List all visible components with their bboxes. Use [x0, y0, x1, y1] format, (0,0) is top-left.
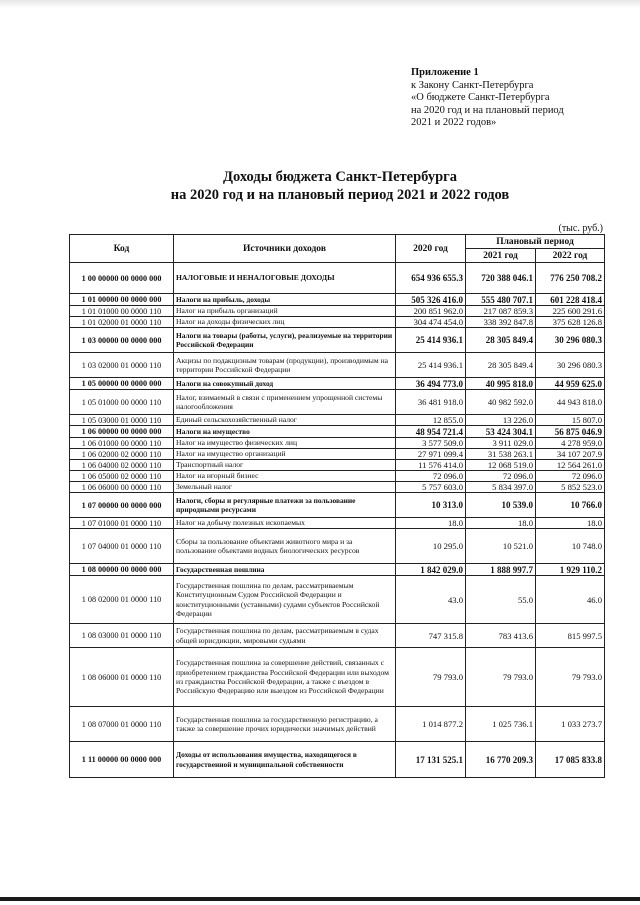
row-code: 1 05 01000 00 0000 110	[70, 390, 174, 415]
row-code: 1 08 00000 00 0000 000	[70, 564, 174, 576]
row-source: Налог на прибыль организаций	[174, 306, 396, 317]
row-value-2022: 10 748.0	[536, 529, 605, 564]
row-value-2020: 505 326 416.0	[396, 294, 466, 306]
row-value-2021: 53 424 304.1	[466, 426, 536, 438]
row-source: Налог на имущество организаций	[174, 449, 396, 460]
row-value-2022: 17 085 833.8	[536, 742, 605, 778]
row-source: Доходы от использования имущества, находящегося в государственной и муниципальной собственности	[174, 742, 396, 778]
row-source: Государственная пошлина по делам, рассматриваемым Конституционным Судом Российской Федерации и конституционными (уставными) судами субъектов Российской Федерации	[174, 576, 396, 624]
table-row	[70, 648, 605, 707]
row-value-2022: 12 564 261.0	[536, 460, 605, 471]
row-value-2022: 815 997.5	[536, 624, 605, 648]
row-code: 1 07 04000 01 0000 110	[70, 529, 174, 564]
row-value-2020: 654 936 655.3	[396, 263, 466, 294]
table-row	[70, 707, 605, 742]
row-code: 1 11 00000 00 0000 000	[70, 742, 174, 778]
row-value-2021: 783 413.6	[466, 624, 536, 648]
row-code: 1 03 02000 01 0000 110	[70, 353, 174, 378]
row-code: 1 08 06000 01 0000 110	[70, 648, 174, 707]
row-code: 1 00 00000 00 0000 000	[70, 263, 174, 294]
header-source: Источники доходов	[174, 235, 396, 263]
row-value-2020: 25 414 936.1	[396, 353, 466, 378]
row-value-2022: 5 852 523.0	[536, 482, 605, 493]
row-value-2022: 375 628 126.8	[536, 317, 605, 328]
table-row	[70, 482, 605, 493]
table-row	[70, 378, 605, 390]
row-source: Налоги, сборы и регулярные платежи за пользование природными ресурсами	[174, 493, 396, 518]
table-row	[70, 624, 605, 648]
row-value-2020: 3 577 509.0	[396, 438, 466, 449]
row-code: 1 08 02000 01 0000 110	[70, 576, 174, 624]
row-value-2022: 776 250 708.2	[536, 263, 605, 294]
row-source: Налог на игорный бизнес	[174, 471, 396, 482]
row-value-2021: 31 538 263.1	[466, 449, 536, 460]
row-code: 1 06 04000 02 0000 110	[70, 460, 174, 471]
row-code: 1 05 03000 01 0000 110	[70, 415, 174, 426]
row-source: Государственная пошлина по делам, рассматриваемым в судах общей юрисдикции, мировыми судьями	[174, 624, 396, 648]
row-value-2021: 13 226.0	[466, 415, 536, 426]
table-row	[70, 493, 605, 518]
row-source: Государственная пошлина за государственную регистрацию, а также за совершение прочих юридически значимых действий	[174, 707, 396, 742]
units-label: (тыс. руб.)	[558, 223, 603, 234]
row-value-2022: 10 766.0	[536, 493, 605, 518]
row-code: 1 07 00000 00 0000 000	[70, 493, 174, 518]
row-value-2020: 72 096.0	[396, 471, 466, 482]
row-value-2020: 10 295.0	[396, 529, 466, 564]
appendix-line: к Закону Санкт-Петербурга	[411, 79, 534, 91]
scan-bottom-edge	[0, 897, 640, 901]
row-code: 1 05 00000 00 0000 000	[70, 378, 174, 390]
row-value-2020: 304 474 454.0	[396, 317, 466, 328]
table-row	[70, 518, 605, 529]
table-row	[70, 449, 605, 460]
row-value-2021: 555 480 707.1	[466, 294, 536, 306]
appendix-heading: Приложение 1	[411, 67, 479, 78]
table-row	[70, 263, 605, 294]
row-source: Единый сельскохозяйственный налог	[174, 415, 396, 426]
table-row	[70, 353, 605, 378]
table-row	[70, 294, 605, 306]
row-value-2021: 1 025 736.1	[466, 707, 536, 742]
row-value-2021: 720 388 046.1	[466, 263, 536, 294]
row-source: Государственная пошлина за совершение действий, связанных с приобретением гражданства Российской Федерации или выходом из гражданства Российской Федерации, а также с въездом в Российскую Федерацию или выездом из Российской Федерации	[174, 648, 396, 707]
appendix-line: на 2020 год и на плановый период	[411, 104, 564, 116]
row-value-2021: 16 770 209.3	[466, 742, 536, 778]
row-value-2021: 79 793.0	[466, 648, 536, 707]
title-line-2: на 2020 год и на плановый период 2021 и 2022 годов	[170, 187, 510, 203]
scan-top-edge	[0, 0, 640, 8]
row-value-2021: 338 392 847.8	[466, 317, 536, 328]
row-code: 1 06 05000 02 0000 110	[70, 471, 174, 482]
row-code: 1 08 07000 01 0000 110	[70, 707, 174, 742]
row-source: Сборы за пользование объектами животного мира и за пользование объектами водных биологических ресурсов	[174, 529, 396, 564]
document-title	[60, 168, 620, 204]
row-source: НАЛОГОВЫЕ И НЕНАЛОГОВЫЕ ДОХОДЫ	[174, 263, 396, 294]
row-source: Транспортный налог	[174, 460, 396, 471]
table-row	[70, 306, 605, 317]
header-2022: 2022 год	[536, 249, 605, 263]
row-value-2021: 5 834 397.0	[466, 482, 536, 493]
row-value-2020: 747 315.8	[396, 624, 466, 648]
row-value-2022: 72 096.0	[536, 471, 605, 482]
row-value-2021: 10 539.0	[466, 493, 536, 518]
header-2021: 2021 год	[466, 249, 536, 263]
row-value-2021: 40 995 818.0	[466, 378, 536, 390]
row-value-2020: 10 313.0	[396, 493, 466, 518]
row-source: Налоги на товары (работы, услуги), реализуемые на территории Российской Федерации	[174, 328, 396, 353]
table-row	[70, 576, 605, 624]
row-value-2020: 5 757 603.0	[396, 482, 466, 493]
row-value-2021: 72 096.0	[466, 471, 536, 482]
table-row	[70, 426, 605, 438]
row-code: 1 06 02000 02 0000 110	[70, 449, 174, 460]
row-value-2020: 43.0	[396, 576, 466, 624]
header-code: Код	[70, 235, 174, 263]
header-2020: 2020 год	[396, 235, 466, 263]
table-row	[70, 317, 605, 328]
title-line-1: Доходы бюджета Санкт-Петербурга	[222, 169, 457, 185]
row-value-2020: 1 842 029.0	[396, 564, 466, 576]
row-value-2022: 34 107 207.9	[536, 449, 605, 460]
row-value-2022: 44 943 818.0	[536, 390, 605, 415]
table-row	[70, 460, 605, 471]
row-value-2021: 18.0	[466, 518, 536, 529]
row-code: 1 01 01000 00 0000 110	[70, 306, 174, 317]
row-value-2022: 30 296 080.3	[536, 328, 605, 353]
row-code: 1 06 00000 00 0000 000	[70, 426, 174, 438]
row-value-2021: 40 982 592.0	[466, 390, 536, 415]
row-value-2022: 30 296 080.3	[536, 353, 605, 378]
row-value-2020: 11 576 414.0	[396, 460, 466, 471]
row-code: 1 06 01000 00 0000 110	[70, 438, 174, 449]
row-value-2020: 1 014 877.2	[396, 707, 466, 742]
row-value-2022: 18.0	[536, 518, 605, 529]
row-code: 1 08 03000 01 0000 110	[70, 624, 174, 648]
row-value-2020: 18.0	[396, 518, 466, 529]
table-row	[70, 415, 605, 426]
row-value-2022: 601 228 418.4	[536, 294, 605, 306]
row-value-2022: 15 807.0	[536, 415, 605, 426]
row-code: 1 01 00000 00 0000 000	[70, 294, 174, 306]
appendix-line: 2021 и 2022 годов»	[411, 117, 497, 129]
table-row	[70, 742, 605, 778]
revenue-table	[69, 234, 605, 778]
row-source: Земельный налог	[174, 482, 396, 493]
row-code: 1 03 00000 00 0000 000	[70, 328, 174, 353]
row-source: Акцизы по подакцизным товарам (продукции), производимым на территории Российской Федерации	[174, 353, 396, 378]
table-row	[70, 471, 605, 482]
row-value-2021: 55.0	[466, 576, 536, 624]
row-value-2022: 1 929 110.2	[536, 564, 605, 576]
appendix-line: «О бюджете Санкт-Петербурга	[411, 92, 550, 104]
row-value-2020: 17 131 525.1	[396, 742, 466, 778]
row-value-2021: 12 068 519.0	[466, 460, 536, 471]
row-value-2020: 12 855.0	[396, 415, 466, 426]
row-value-2020: 36 494 773.0	[396, 378, 466, 390]
row-value-2022: 4 278 959.0	[536, 438, 605, 449]
row-code: 1 06 06000 00 0000 110	[70, 482, 174, 493]
row-value-2021: 3 911 029.0	[466, 438, 536, 449]
row-value-2022: 79 793.0	[536, 648, 605, 707]
row-value-2021: 1 888 997.7	[466, 564, 536, 576]
row-code: 1 07 01000 01 0000 110	[70, 518, 174, 529]
row-source: Государственная пошлина	[174, 564, 396, 576]
table-row	[70, 390, 605, 415]
row-source: Налог на доходы физических лиц	[174, 317, 396, 328]
header-planned-period: Плановый период	[466, 235, 605, 249]
table-row	[70, 564, 605, 576]
row-value-2021: 10 521.0	[466, 529, 536, 564]
table-row	[70, 438, 605, 449]
row-value-2022: 56 875 046.9	[536, 426, 605, 438]
row-source: Налоги на совокупный доход	[174, 378, 396, 390]
appendix-note	[411, 67, 633, 130]
row-value-2020: 25 414 936.1	[396, 328, 466, 353]
row-code: 1 01 02000 01 0000 110	[70, 317, 174, 328]
row-source: Налог на добычу полезных ископаемых	[174, 518, 396, 529]
table-row	[70, 328, 605, 353]
row-value-2021: 28 305 849.4	[466, 328, 536, 353]
table-row	[70, 529, 605, 564]
row-value-2020: 36 481 918.0	[396, 390, 466, 415]
row-value-2022: 44 959 625.0	[536, 378, 605, 390]
table-body	[70, 263, 605, 778]
row-value-2021: 28 305 849.4	[466, 353, 536, 378]
row-value-2020: 27 971 099.4	[396, 449, 466, 460]
row-value-2022: 1 033 273.7	[536, 707, 605, 742]
row-value-2020: 48 954 721.4	[396, 426, 466, 438]
row-value-2021: 217 087 859.3	[466, 306, 536, 317]
row-source: Налог, взимаемый в связи с применением упрощенной системы налогообложения	[174, 390, 396, 415]
row-value-2022: 46.0	[536, 576, 605, 624]
row-source: Налоги на прибыль, доходы	[174, 294, 396, 306]
row-source: Налог на имущество физических лиц	[174, 438, 396, 449]
row-value-2020: 79 793.0	[396, 648, 466, 707]
row-value-2020: 200 851 962.0	[396, 306, 466, 317]
row-source: Налоги на имущество	[174, 426, 396, 438]
row-value-2022: 225 600 291.6	[536, 306, 605, 317]
